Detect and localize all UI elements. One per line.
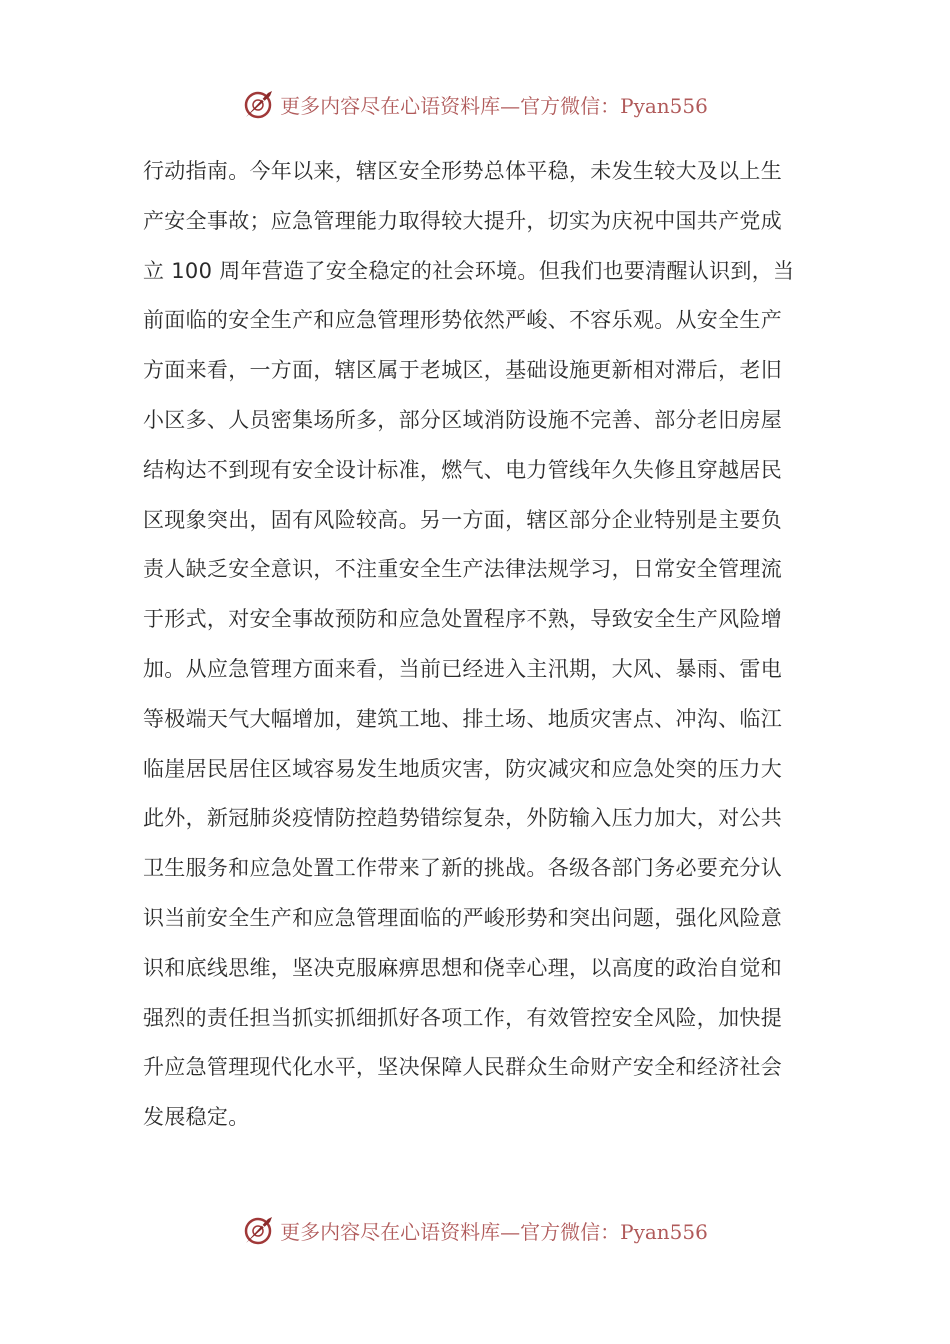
body-line: 小区多、人员密集场所多，部分区域消防设施不完善、部分老旧房屋 [143, 407, 782, 432]
body-line: 前面临的安全生产和应急管理形势依然严峻、不容乐观。从安全生产 [143, 308, 782, 333]
body-line: 责人缺乏安全意识，不注重安全生产法律法规学习，日常安全管理流 [143, 557, 782, 582]
body-line: 强烈的责任担当抓实抓细抓好各项工作，有效管控安全风险，加快提 [143, 1005, 782, 1030]
header-banner [0, 84, 950, 124]
body-line: 行动指南。今年以来，辖区安全形势总体平稳，未发生较大及以上生 [143, 159, 782, 183]
body-line: 识当前安全生产和应急管理面临的严峻形势和突出问题，强化风险意 [143, 905, 782, 930]
body-line: 识和底线思维，坚决克服麻痹思想和侥幸心理，以高度的政治自觉和 [143, 955, 782, 980]
body-line: 区现象突出，固有风险较高。另一方面，辖区部分企业特别是主要负 [143, 507, 782, 532]
body-line: 方面来看，一方面，辖区属于老城区，基础设施更新相对滞后，老旧 [143, 358, 782, 383]
body-line: 于形式，对安全事故预防和应急处置程序不熟，导致安全生产风险增 [143, 607, 782, 632]
body-line: 升应急管理现代化水平，坚决保障人民群众生命财产安全和经济社会 [143, 1055, 782, 1080]
body-line: 立 100 周年营造了安全稳定的社会环境。但我们也要清醒认识到，当 [143, 258, 795, 283]
body-line: 发展稳定。 [143, 1105, 250, 1130]
body-line: 卫生服务和应急处置工作带来了新的挑战。各级各部门务必要充分认 [143, 856, 782, 881]
pen-circle-logo-icon [242, 1213, 276, 1247]
document-body [143, 147, 811, 1143]
body-line: 临崖居民居住区域容易发生地质灾害，防灾减灾和应急处突的压力大 [143, 756, 782, 781]
footer-banner [0, 1210, 950, 1250]
header-banner-text: 更多内容尽在心语资料库—官方微信：Pyan556 [280, 93, 708, 118]
body-line: 等极端天气大幅增加，建筑工地、排土场、地质灾害点、冲沟、临江 [143, 706, 782, 731]
body-line: 结构达不到现有安全设计标准，燃气、电力管线年久失修且穿越居民 [143, 457, 782, 482]
body-line: 加。从应急管理方面来看，当前已经进入主汛期，大风、暴雨、雷电 [143, 656, 782, 681]
body-line: 产安全事故；应急管理能力取得较大提升，切实为庆祝中国共产党成 [143, 208, 782, 233]
pen-circle-logo-icon [242, 87, 276, 121]
footer-banner-text: 更多内容尽在心语资料库—官方微信：Pyan556 [280, 1219, 708, 1244]
body-line: 此外，新冠肺炎疫情防控趋势错综复杂，外防输入压力加大，对公共 [143, 806, 782, 831]
